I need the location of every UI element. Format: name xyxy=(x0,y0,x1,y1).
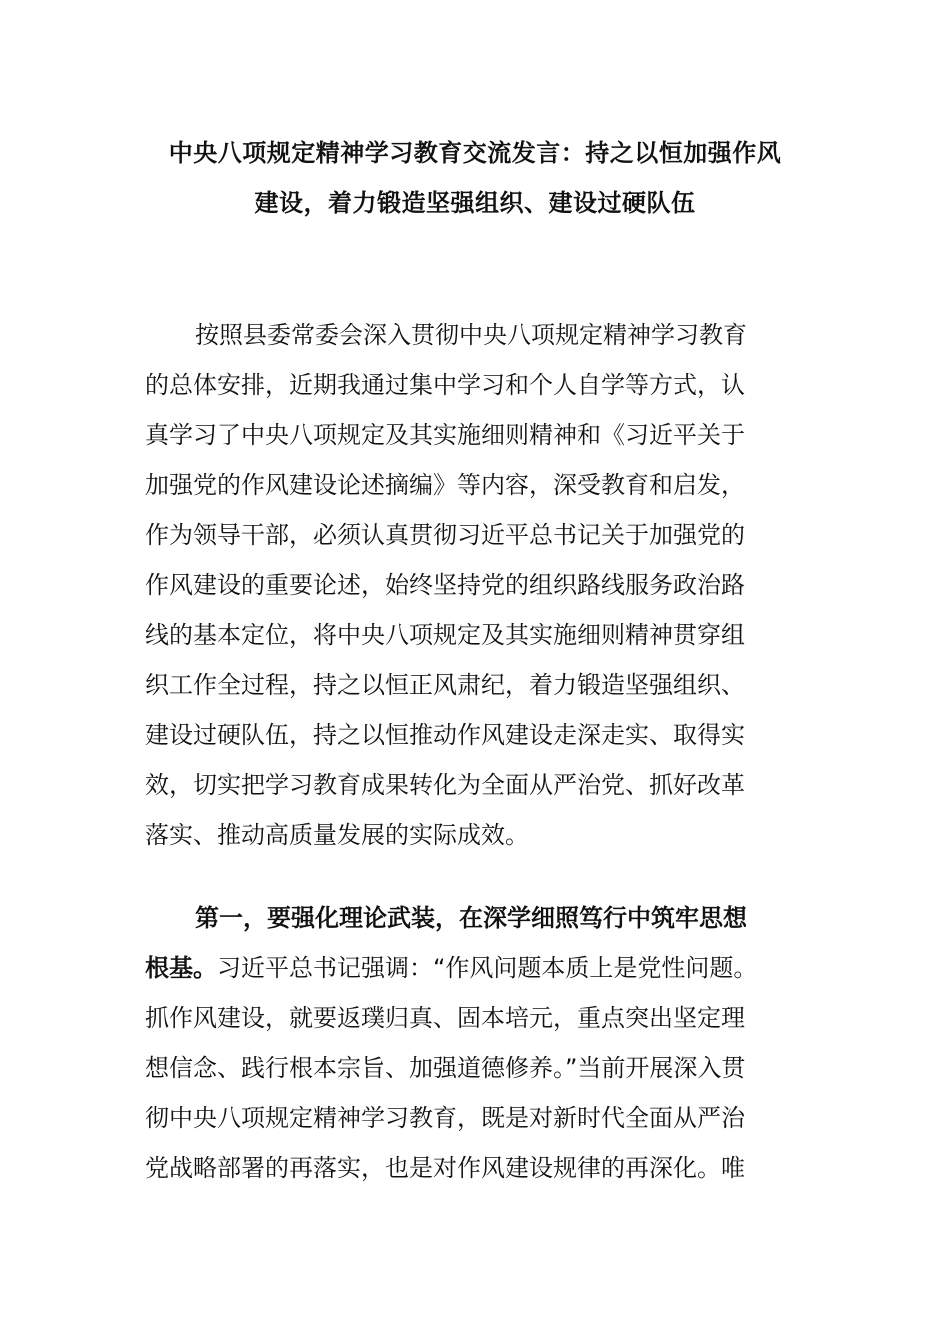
paragraph-line: 建设过硬队伍，持之以恒推动作风建设走深走实、取得实 xyxy=(145,721,745,749)
paragraph-line: 效，切实把学习教育成果转化为全面从严治党、抓好改革 xyxy=(145,771,745,799)
paragraph-line: 落实、推动高质量发展的实际成效。 xyxy=(145,821,529,849)
paragraph-line: 线的基本定位，将中央八项规定及其实施细则精神贯穿组 xyxy=(145,621,745,649)
paragraph-line: 织工作全过程，持之以恒正风肃纪，着力锻造坚强组织、 xyxy=(145,671,745,699)
section-heading: 第一，要强化理论武装，在深学细照笃行中筑牢思想 xyxy=(195,904,747,932)
paragraph-intro xyxy=(145,310,795,860)
paragraph-line: 党战略部署的再落实，也是对作风建设规律的再深化。唯 xyxy=(145,1154,745,1182)
paragraph-line: 的总体安排，近期我通过集中学习和个人自学等方式，认 xyxy=(145,371,745,399)
title-line: 建设，着力锻造坚强组织、建设过硬队伍 xyxy=(254,189,696,217)
paragraph-line: 按照县委常委会深入贯彻中央八项规定精神学习教育 xyxy=(195,321,747,349)
quote-start: 习近平总书记强调：“作风问题本质上是党性问题。 xyxy=(217,954,758,982)
title-line: 中央八项规定精神学习教育交流发言：持之以恒加强作风 xyxy=(168,139,782,167)
paragraph-line: 作风建设的重要论述，始终坚持党的组织路线服务政治路 xyxy=(145,571,745,599)
paragraph-line xyxy=(145,943,795,993)
paragraph-line: 加强党的作风建设论述摘编》等内容，深受教育和启发， xyxy=(145,471,745,499)
paragraph-line: 真学习了中央八项规定及其实施细则精神和《习近平关于 xyxy=(145,421,745,449)
paragraph-line: 抓作风建设，就要返璞归真、固本培元，重点突出坚定理 xyxy=(145,1004,745,1032)
paragraph-line: 彻中央八项规定精神学习教育，既是对新时代全面从严治 xyxy=(145,1104,745,1132)
document-title xyxy=(135,128,815,228)
section-heading-end: 根基。 xyxy=(145,954,217,982)
paragraph-line: 作为领导干部，必须认真贯彻习近平总书记关于加强党的 xyxy=(145,521,745,549)
paragraph-line: 想信念、践行根本宗旨、加强道德修养。”当前开展深入贯 xyxy=(145,1054,746,1082)
paragraph-first-point xyxy=(145,893,795,1193)
